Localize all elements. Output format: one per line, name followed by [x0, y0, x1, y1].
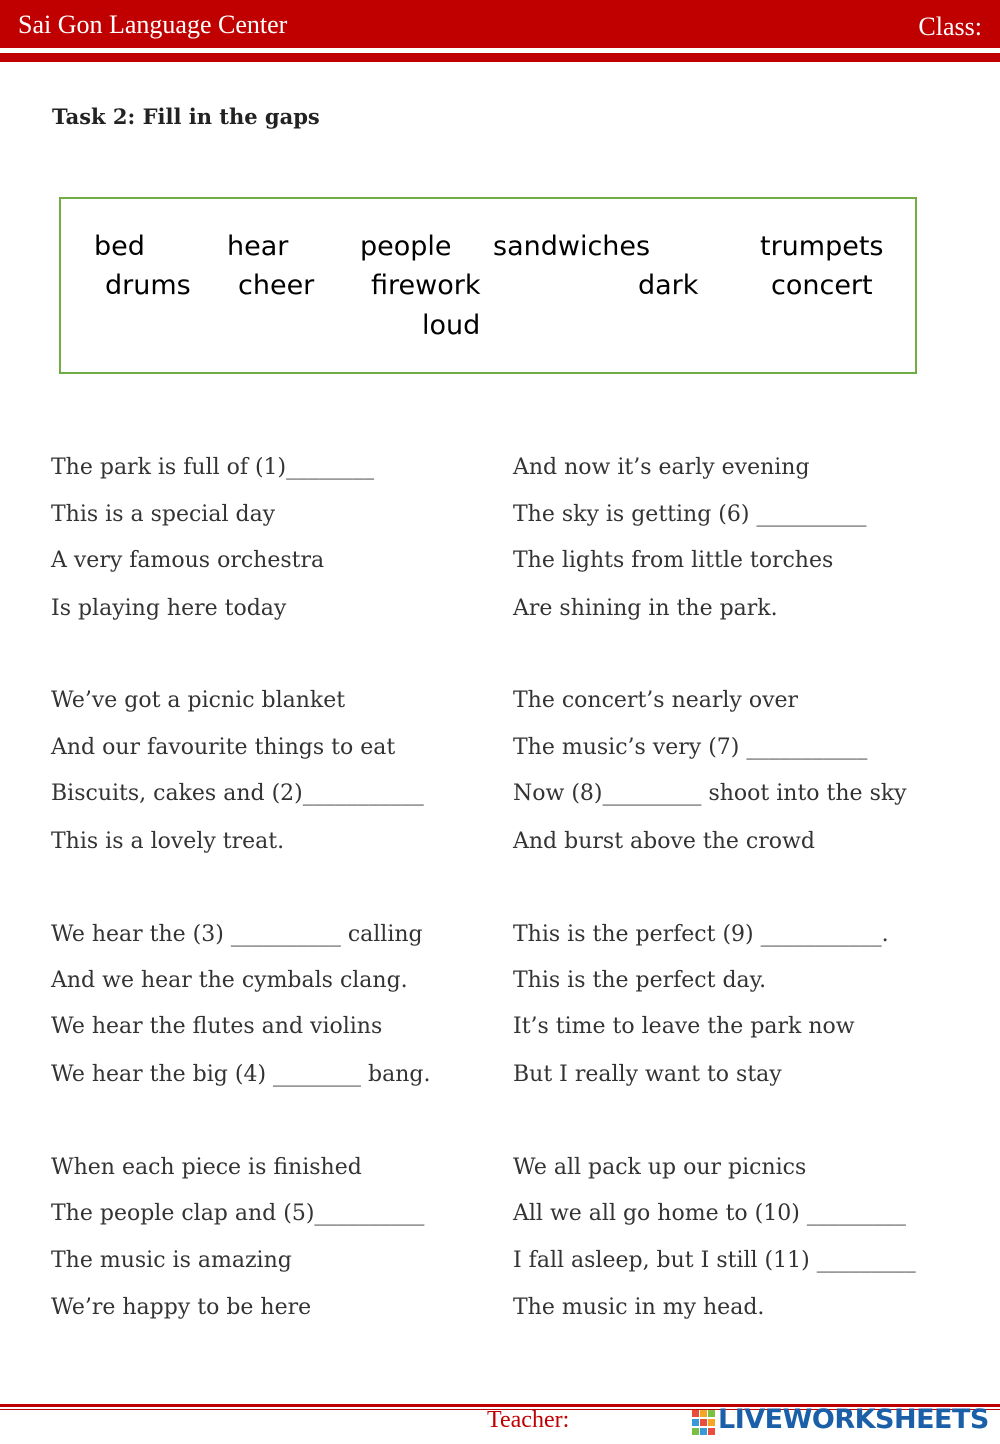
- poem-line: The music in my head.: [513, 1295, 765, 1320]
- poem-line: This is the perfect day.: [513, 968, 767, 993]
- word-bank-item: cheer: [238, 270, 315, 301]
- word-bank-item: drums: [105, 270, 191, 301]
- word-bank-item: firework: [371, 270, 481, 301]
- poem-line: When each piece is finished: [51, 1155, 362, 1180]
- poem-line: And we hear the cymbals clang.: [51, 968, 408, 993]
- task-title: Task 2: Fill in the gaps: [52, 104, 320, 129]
- poem-line: And now it’s early evening: [513, 455, 810, 480]
- poem-line: The people clap and (5)__________: [51, 1201, 425, 1226]
- poem-line: All we all go home to (10) _________: [513, 1201, 906, 1226]
- poem-line: Is playing here today: [51, 596, 287, 621]
- poem-line: We’ve got a picnic blanket: [51, 688, 346, 713]
- word-bank-item: dark: [638, 270, 699, 301]
- poem-line: This is the perfect (9) ___________.: [513, 922, 889, 947]
- poem-line: A very famous orchestra: [51, 548, 325, 573]
- header-bar: [0, 0, 1000, 48]
- header-divider: [0, 53, 1000, 62]
- poem-line: Biscuits, cakes and (2)___________: [51, 781, 424, 806]
- poem-line: This is a special day: [51, 502, 276, 527]
- poem-line: And our favourite things to eat: [51, 735, 396, 760]
- poem-line: We hear the (3) __________ calling: [51, 922, 423, 947]
- class-label: Class:: [918, 12, 982, 41]
- poem-line: We hear the big (4) ________ bang.: [51, 1062, 431, 1087]
- poem-line: Are shining in the park.: [513, 596, 778, 621]
- poem-line: The lights from little torches: [513, 548, 834, 573]
- poem-line: This is a lovely treat.: [51, 829, 285, 854]
- word-bank-item: people: [360, 231, 452, 262]
- poem-line: It’s time to leave the park now: [513, 1014, 855, 1039]
- poem-line: We’re happy to be here: [51, 1295, 312, 1320]
- poem-line: Now (8)_________ shoot into the sky: [513, 781, 907, 806]
- teacher-label: Teacher:: [487, 1407, 570, 1433]
- poem-line: We hear the flutes and violins: [51, 1014, 383, 1039]
- word-bank-item: hear: [227, 231, 289, 262]
- poem-line: But I really want to stay: [513, 1062, 782, 1087]
- poem-line: The sky is getting (6) __________: [513, 502, 867, 527]
- poem-line: The music’s very (7) ___________: [513, 735, 868, 760]
- liveworksheets-logo-icon: [692, 1410, 716, 1436]
- liveworksheets-logo-text[interactable]: LIVEWORKSHEETS: [718, 1404, 989, 1435]
- center-name: Sai Gon Language Center: [18, 10, 288, 39]
- poem-line: The music is amazing: [51, 1248, 292, 1273]
- poem-line: The concert’s nearly over: [513, 688, 799, 713]
- word-bank-item: sandwiches: [493, 231, 651, 262]
- word-bank-item: concert: [771, 270, 873, 301]
- word-bank-item: bed: [94, 231, 145, 262]
- poem-line: I fall asleep, but I still (11) _________: [513, 1248, 916, 1273]
- word-bank-item: trumpets: [760, 231, 884, 262]
- word-bank-box: [59, 197, 917, 374]
- poem-line: We all pack up our picnics: [513, 1155, 807, 1180]
- poem-line: The park is full of (1)________: [51, 455, 375, 480]
- poem-line: And burst above the crowd: [513, 829, 815, 854]
- word-bank-item: loud: [422, 310, 481, 341]
